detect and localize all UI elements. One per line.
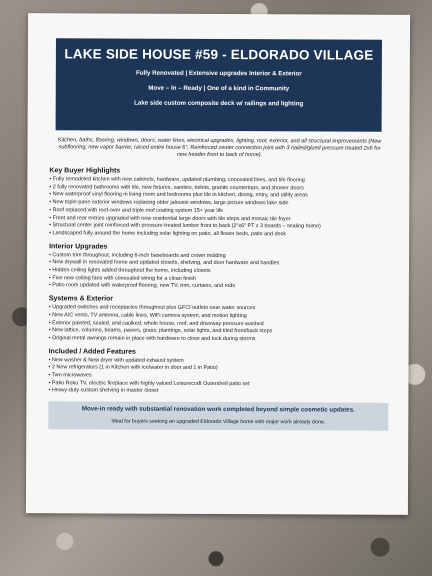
callout-subtext: Ideal for buyers seeking an upgraded Eldorado Village home with major work already done. xyxy=(111,418,326,426)
list-item: • 2 New refrigerators (1 in Kitchen with ice/water in door and 1 in Patio) xyxy=(49,365,389,374)
page-title: LAKE SIDE HOUSE #59 - ELDORADO VILLAGE xyxy=(64,46,374,63)
list-item: • Roof replaced with roof-over and triple roof coating system 15+ year life xyxy=(49,207,389,216)
list-item: • Original metal awnings remain in place with hardware to close and lock during storms xyxy=(49,335,389,344)
list-item: • Exterior painted, sealed, and caulked; whole house, roof, and driveway pressure washed xyxy=(49,320,389,329)
section-title: Interior Upgrades xyxy=(49,242,108,251)
list-item: • Heavy-duty custom shelving in master closet xyxy=(48,388,388,397)
list-item: • New lattice, columns, beams, pavers, grass, plantings, solar lights, and tiled front/back steps xyxy=(49,328,389,337)
summary-callout xyxy=(48,401,388,430)
flyer-content xyxy=(48,137,389,431)
list-item: • Five new ceiling fans with concealed wiring for a clean finish xyxy=(49,275,389,284)
list-item: • Patio room updated with waterproof flooring, new TV, trim, curtains, and rods xyxy=(49,283,389,292)
section-title: Included / Added Features xyxy=(48,347,136,356)
list-item: • Landscaped fully around the home including solar lighting on patio, all flower beds, patio and deck xyxy=(49,230,389,239)
section-title: Systems & Exterior xyxy=(48,295,114,303)
list-item: • Patio Roku TV, electric fireplace with highly valued Leisurecraft Outershell patio set xyxy=(48,380,388,389)
callout-headline: Move-in ready with substantial renovation work completed beyond simple cosmetic updates. xyxy=(81,405,355,414)
section-included-features xyxy=(48,348,388,397)
list-item: • Structural center joint reinforced with pressure-treated lumber front to back (2"x6" PT x 3 boards – sealing home) xyxy=(49,222,389,231)
list-item: • Two microwaves xyxy=(48,372,388,381)
list-item: • Fully remodeled kitchen with new cabinets, hardware, updated plumbing, concealed lines, and tile flooring xyxy=(49,176,389,185)
section-interior-upgrades xyxy=(49,243,389,292)
section-title: Key Buyer Highlights xyxy=(49,167,121,175)
header-line-3: Lake side custom composite deck w/ railings and lighting xyxy=(134,99,304,108)
list-item: • New waterproof vinyl flooring in living room and bedrooms plus tile in kitchen, dining, entry, and utility areas xyxy=(49,192,389,201)
list-item: • 2 fully renovated bathrooms with tile, new fixtures, vanities, toilets, granite countertops, and shower doors xyxy=(49,184,389,193)
intro-paragraph: Kitchen, baths, flooring, windows, doors, water lines, electrical upgrades, lighting, roof, exterior, and all structural improvements (New subflooring, new vapor barrier, raised entire house 6", Reinforced center connection joint with 3 nailed/glued pressure treated 2x6 for new header front to back of home). xyxy=(57,137,382,159)
section-key-buyer-highlights xyxy=(49,167,389,239)
flyer-sheet xyxy=(26,13,410,515)
section-systems-exterior xyxy=(49,295,389,344)
list-item: • Hidden ceiling lights added throughout the home, including closets xyxy=(49,267,389,276)
list-item: • New drywall in renovated home and updated closets, shelving, and door hardware and handles xyxy=(49,260,389,269)
list-item: • New triple-pane exterior windows replacing older jalousie windows, large picture windows lake side xyxy=(49,199,389,208)
list-item: • New A/C vents, TV antenna, cable lines, WiFi camera system, and motion lighting xyxy=(49,312,389,321)
header-banner xyxy=(56,38,382,131)
header-line-2: Move – In – Ready | One of a kind in Community xyxy=(148,84,290,93)
list-item: • New washer & New dryer with updated exhaust system xyxy=(49,357,389,366)
list-item: • Front and rear entries upgraded with new residential large doors with tile steps and mosaic tile foyer xyxy=(49,215,389,224)
list-item: • Custom trim throughout, including 6-inch baseboards and crown molding xyxy=(49,252,389,261)
header-line-1: Fully Renovated | Extensive upgrades Interior & Exterior xyxy=(135,69,302,78)
list-item: • Upgraded switches and receptacles throughout plus GFCI outlets near water sources xyxy=(49,304,389,313)
